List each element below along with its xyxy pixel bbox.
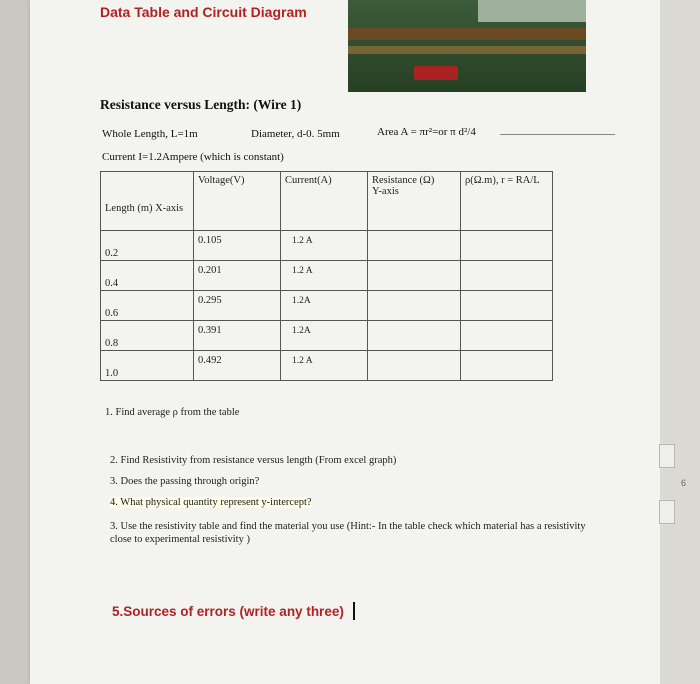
answer-line	[500, 134, 615, 135]
question-5: 3. Use the resistivity table and find the material you use (Hint:- In the table check which material has a resistivity close to experimental resistivity )	[110, 521, 586, 545]
diameter-label: Diameter, d-0. 5mm	[251, 128, 340, 140]
section-title: Resistance versus Length: (Wire 1)	[100, 97, 302, 112]
data-table	[100, 171, 553, 381]
length-cell: 0.4	[105, 278, 119, 289]
resistivity-cell[interactable]	[461, 261, 553, 291]
table-row	[101, 351, 553, 381]
header-voltage: Voltage(V)	[198, 175, 245, 186]
question-4: 4. What physical quantity represent y-intercept?	[110, 497, 312, 508]
header-resistance-axis: Y-axis	[372, 186, 399, 197]
area-formula: Area A = πr²=or π d²/4	[377, 126, 476, 138]
length-cell: 0.6	[105, 308, 119, 319]
resistance-cell[interactable]	[368, 321, 461, 351]
side-checkbox[interactable]	[659, 500, 675, 524]
resistance-cell[interactable]	[368, 261, 461, 291]
question-1: 1. Find average ρ from the table	[105, 407, 240, 418]
header-resistivity: ρ(Ω.m), r = RA/L	[465, 175, 540, 186]
header-current: Current(A)	[285, 175, 332, 186]
circuit-photo	[348, 0, 586, 92]
table-row	[101, 231, 553, 261]
adjacent-page-edge	[660, 0, 700, 684]
question-2: 2. Find Resistivity from resistance versus length (From excel graph)	[110, 455, 397, 466]
table-row	[101, 291, 553, 321]
resistance-cell[interactable]	[368, 291, 461, 321]
current-cell: 1.2A	[292, 326, 311, 336]
resistivity-cell[interactable]	[461, 291, 553, 321]
sources-of-errors-heading: 5.Sources of errors (write any three)	[112, 604, 344, 619]
table-header-row	[101, 172, 553, 231]
table-row	[101, 321, 553, 351]
question-3: 3. Does the passing through origin?	[110, 476, 260, 487]
voltage-cell: 0.295	[198, 295, 222, 306]
resistance-cell[interactable]	[368, 351, 461, 381]
resistivity-cell[interactable]	[461, 351, 553, 381]
voltage-cell: 0.492	[198, 355, 222, 366]
current-cell: 1.2 A	[292, 236, 313, 246]
resistivity-cell[interactable]	[461, 321, 553, 351]
current-label: Current I=1.2Ampere (which is constant)	[102, 151, 284, 163]
length-cell: 0.2	[105, 248, 119, 259]
side-number: 6	[681, 478, 687, 488]
side-checkbox[interactable]	[659, 444, 675, 468]
page-title: Data Table and Circuit Diagram	[100, 4, 307, 20]
header-resistance: Resistance (Ω)	[372, 175, 435, 186]
resistance-cell[interactable]	[368, 231, 461, 261]
length-cell: 0.8	[105, 338, 119, 349]
header-length: Length (m) X-axis	[105, 203, 184, 214]
meter-icon	[414, 66, 458, 80]
current-cell: 1.2 A	[292, 266, 313, 276]
current-cell: 1.2 A	[292, 356, 313, 366]
voltage-cell: 0.391	[198, 325, 222, 336]
text-cursor	[353, 602, 355, 620]
table-row	[101, 261, 553, 291]
length-cell: 1.0	[105, 368, 119, 379]
whole-length-label: Whole Length, L=1m	[102, 128, 198, 140]
resistivity-cell[interactable]	[461, 231, 553, 261]
current-cell: 1.2A	[292, 296, 311, 306]
voltage-cell: 0.201	[198, 265, 222, 276]
voltage-cell: 0.105	[198, 235, 222, 246]
